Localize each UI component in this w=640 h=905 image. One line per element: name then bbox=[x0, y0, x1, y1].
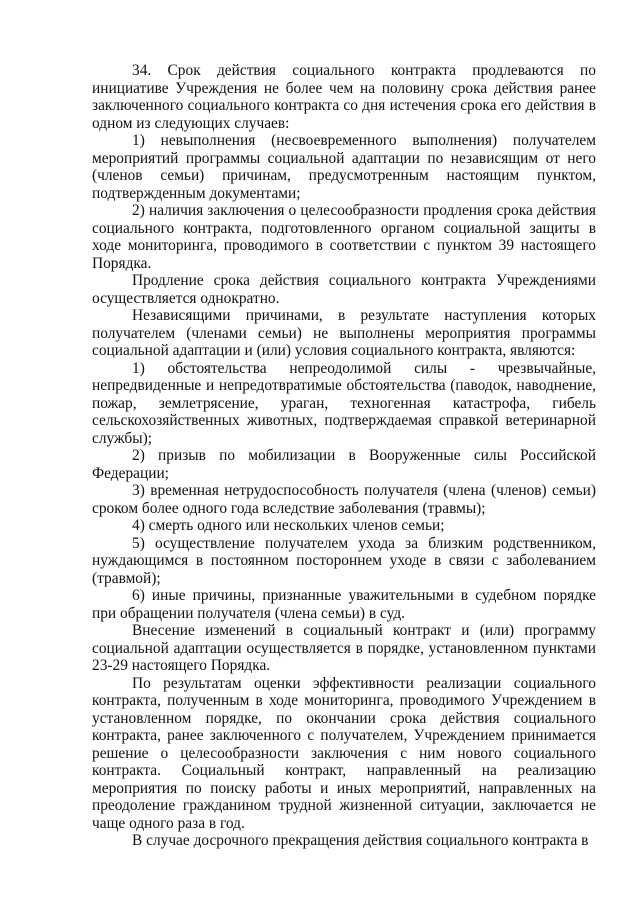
paragraph-extension-once: Продление срока действия социального контракта Учреждениями осуществляется однократно. bbox=[92, 272, 596, 307]
paragraph-reason-2-mobilization: 2) призыв по мобилизации в Вооруженные силы Российской Федерации; bbox=[92, 447, 596, 482]
paragraph-independent-reasons: Независящими причинами, в результате наступления которых получателем (членами семьи) не выполнены мероприятия программы социальной адаптации и (или) условия социального контракта, являются: bbox=[92, 307, 596, 359]
paragraph-reason-6-court: 6) иные причины, признанные уважительными в судебном порядке при обращении получателя (члена семьи) в суд. bbox=[92, 587, 596, 622]
paragraph-reason-1-force-majeure: 1) обстоятельства непреодолимой силы - чрезвычайные, непредвиденные и непредотвратимые обстоятельства (паводок, наводнение, пожар, землетрясение, ураган, техногенная катастрофа, гибель сельскохозяйственных животных, подтверждаемая справкой ветеринарной службы); bbox=[92, 359, 596, 447]
paragraph-reason-5-care: 5) осуществление получателем ухода за близким родственником, нуждающимся в постоянном постороннем уходе в связи с заболеванием (травмой); bbox=[92, 534, 596, 587]
paragraph-amendments: Внесение изменений в социальный контракт и (или) программу социальной адаптации осуществляется в порядке, установленном пунктами 23-29 настоящего Порядка. bbox=[92, 622, 596, 674]
paragraph-subitem-2-conclusion: 2) наличия заключения о целесообразности продления срока действия социального контракта, подготовленного органом социальной защиты в ходе мониторинга, проводимого в соответствии с пунктом 39 настоящего Порядка. bbox=[92, 202, 596, 272]
paragraph-evaluation-results: По результатам оценки эффективности реализации социального контракта, полученным в ходе мониторинга, проводимого Учреждением в установленном порядке, по окончании срока действия социального контракта, ранее заключенного с получателем, Учреждением принимается решение о целесообразности заключения с ним нового социального контракта. Социальный контракт, направленный на реализацию мероприятия по поиску работы и иных мероприятий, направленных на преодоление гражданином трудной жизненной ситуации, заключается не чаще одного раза в год. bbox=[92, 674, 596, 832]
paragraph-early-termination: В случае досрочного прекращения действия социального контракта в bbox=[132, 832, 589, 849]
paragraph-subitem-1-nonfulfillment: 1) невыполнения (несвоевременного выполнения) получателем мероприятий программы социальной адаптации по независящим от него (членов семьи) причинам, предусмотренным настоящим пунктом, подтвержденным документами; bbox=[92, 132, 596, 202]
document-page bbox=[92, 62, 596, 850]
paragraph-reason-3-disability: 3) временная нетрудоспособность получателя (члена (членов) семьи) сроком более одного года вследствие заболевания (травмы); bbox=[92, 482, 596, 517]
paragraph-reason-4-death: 4) смерть одного или нескольких членов семьи; bbox=[132, 517, 445, 534]
paragraph-item-34-intro: 34. Срок действия социального контракта продлеваются по инициативе Учреждения не более чем на половину срока действия ранее заключенного социального контракта со дня истечения срока его действия в одном из следующих случаев: bbox=[92, 62, 596, 132]
